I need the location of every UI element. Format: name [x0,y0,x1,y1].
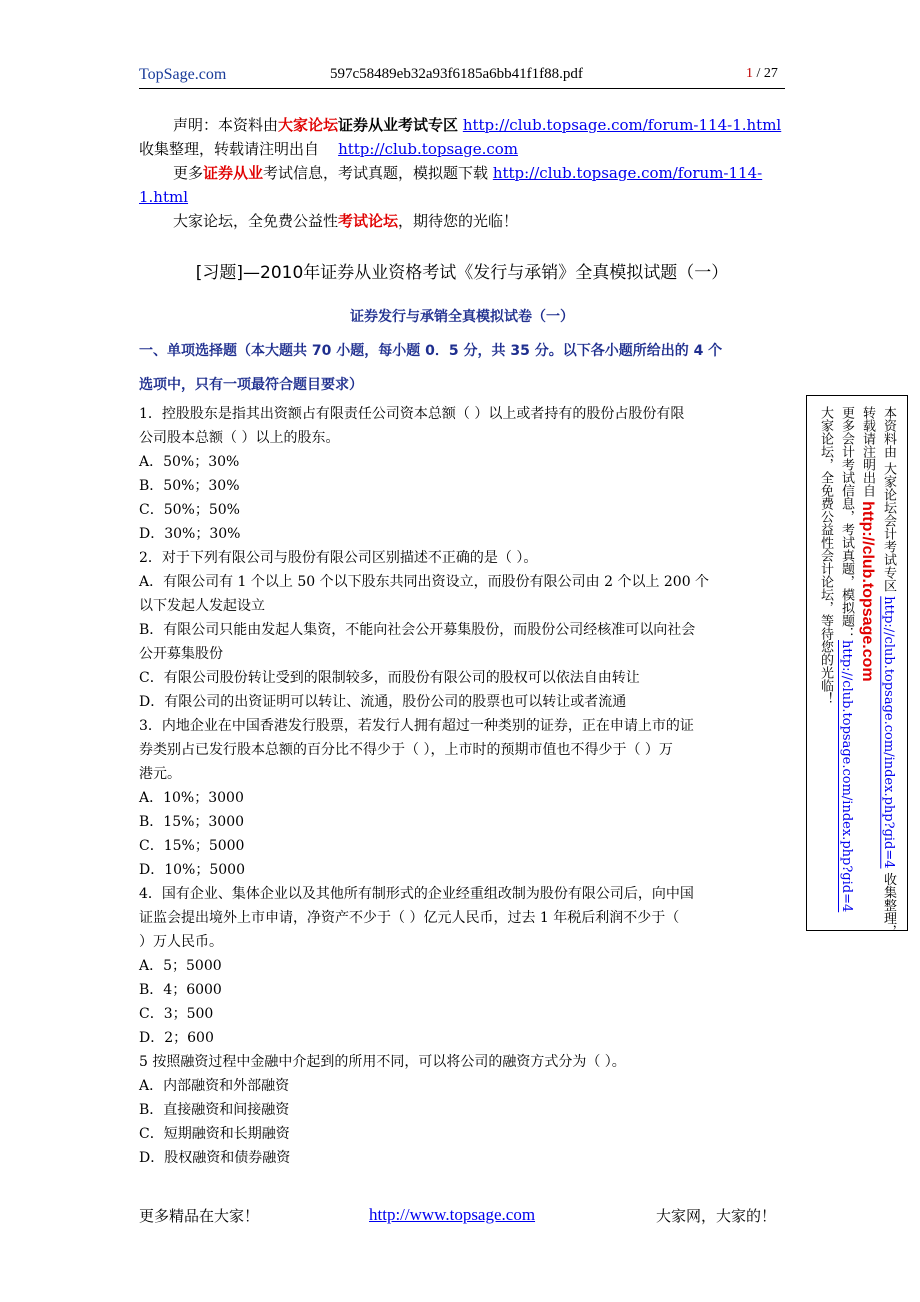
answer-option: A．有限公司有 1 个以上 50 个以下股东共同出资设立，而股份有限公司由 2 个以上 200 个 [139,574,710,590]
side-text: 本资料由 大家论坛会计考试专区 [881,406,896,597]
statement-line-3 [139,161,813,185]
download-link-cont[interactable]: 1.html [139,188,189,206]
answer-option: B．4；6000 [139,982,222,998]
statement-text: 大家论坛，全免费公益性 [173,212,339,230]
side-text: 转载请注明出自 [860,406,875,502]
answer-option: B．有限公司只能由发起人集资，不能向社会公开募集股份，而股份公司经核准可以向社会 [139,622,696,638]
question-text: 证监会提出境外上市申请，净资产不少于（ ）亿元人民币，过去 1 年税后利润不少于（ [139,910,680,926]
statement-highlight: 考试论坛 [338,212,399,230]
statement-line-2 [139,137,779,161]
statement-text: 声明：本资料由 [173,116,279,134]
side-notice-col-4: 大家论坛，全免费公益性会计论坛，等待您的光临！ [818,406,833,705]
answer-option: D．30%；30% [139,526,241,542]
answer-option: A．50%；30% [139,454,240,470]
document-title: [习题]—2010年证券从业资格考试《发行与承销》全真模拟试题（一） [195,263,729,283]
answer-option: C．3；500 [139,1006,214,1022]
header-file-name: 597c58489eb32a93f6185a6bb41f1f88.pdf [330,66,583,82]
answer-option: D．有限公司的出资证明可以转让、流通，股份公司的股票也可以转让或者流通 [139,694,627,710]
side-notice-box [806,395,908,938]
side-text: 收集整理， [881,868,896,938]
question-3 [139,714,784,882]
question-text: 4．国有企业、集体企业以及其他所有制形式的企业经重组改制为股份有限公司后，向中国 [139,886,694,902]
answer-option: A．内部融资和外部融资 [139,1078,290,1094]
side-notice-col-3 [838,406,855,912]
statement-line-1 [139,113,813,137]
question-1 [139,402,784,546]
side-notice-col-1 [880,406,897,938]
footer-right-text: 大家网，大家的！ [656,1207,777,1225]
download-link[interactable]: http://club.topsage.com/forum-114- [492,164,763,182]
section-heading-line-1: 一、单项选择题（本大题共 70 小题，每小题 0．5 分，共 35 分。以下各小题所给出的 4 个 [139,343,723,359]
side-club-link[interactable]: http://club.topsage.com [859,501,876,682]
statement-text: 收集整理，转载请注明出自 [139,140,320,158]
statement-highlight: 大家论坛 [278,116,339,134]
statement-text: 更多 [173,164,204,182]
question-list [139,402,784,1170]
page-current: 1 [746,66,753,81]
question-text: 券类别占已发行股本总额的百分比不得少于（ ），上市时的预期市值也不得少于（ ）万 [139,742,673,758]
section-heading-line-2: 选项中，只有一项最符合题目要求） [139,377,363,393]
side-mock-link[interactable]: http://club.topsage.com/index.php?gid=4 [839,640,854,913]
question-text: 港元。 [139,766,181,782]
side-accounting-link[interactable]: http://club.topsage.com/index.php?gid=4 [881,596,896,869]
header-rule [139,88,785,89]
page-indicator [746,66,778,82]
footer-left-text: 更多精品在大家！ [139,1207,260,1225]
forum-link[interactable]: http://club.topsage.com/forum-114-1.html [462,116,782,134]
club-link[interactable]: http://club.topsage.com [338,140,519,158]
question-text: 1．控股股东是指其出资额占有限责任公司资本总额（ ）以上或者持有的股份占股份有限 [139,406,685,422]
answer-option: D．2；600 [139,1030,214,1046]
side-notice-col-2 [859,406,876,682]
statement-line-5 [139,209,813,233]
page-total: 27 [763,66,778,81]
statement-highlight: 证券从业 [203,164,264,182]
header-site-name: TopSage.com [139,66,227,83]
exam-subtitle: 证券发行与承销全真模拟试卷（一） [350,309,574,325]
answer-option: B．直接融资和间接融资 [139,1102,290,1118]
answer-option: D．10%；5000 [139,862,245,878]
answer-option: 公开募集股份 [139,646,223,662]
answer-option: C．15%；5000 [139,838,245,854]
answer-option: D．股权融资和债券融资 [139,1150,291,1166]
statement-bold: 证券从业考试专区 [338,116,459,134]
question-text: 5 按照融资过程中金融中介起到的所用不同，可以将公司的融资方式分为（ ）。 [139,1054,626,1070]
statement-text: ，期待您的光临！ [398,212,519,230]
side-text: 更多会计考试信息，考试真题，模拟题： [839,406,854,640]
answer-option: C．50%；50% [139,502,240,518]
question-text: 3．内地企业在中国香港发行股票，若发行人拥有超过一种类别的证券，正在申请上市的证 [139,718,694,734]
question-text: ）万人民币。 [139,934,223,950]
answer-option: A．5；5000 [139,958,222,974]
answer-option: C．短期融资和长期融资 [139,1126,290,1142]
question-text: 公司股本总额（ ）以上的股东。 [139,430,340,446]
statement-text: 考试信息，考试真题，模拟题下载 [263,164,489,182]
answer-option: A．10%；3000 [139,790,244,806]
question-2 [139,546,784,714]
question-text: 2．对于下列有限公司与股份有限公司区别描述不正确的是（ ）。 [139,550,538,566]
answer-option: B．50%；30% [139,478,240,494]
answer-option: B．15%；3000 [139,814,245,830]
question-5 [139,1050,784,1170]
footer-site-link[interactable]: http://www.topsage.com [369,1205,536,1224]
answer-option: 以下发起人发起设立 [139,598,265,614]
answer-option: C．有限公司股份转让受到的限制较多，而股份有限公司的股权可以依法自由转让 [139,670,640,686]
question-4 [139,882,784,1050]
statement-line-4 [139,185,779,209]
page-separator: / [753,66,764,81]
